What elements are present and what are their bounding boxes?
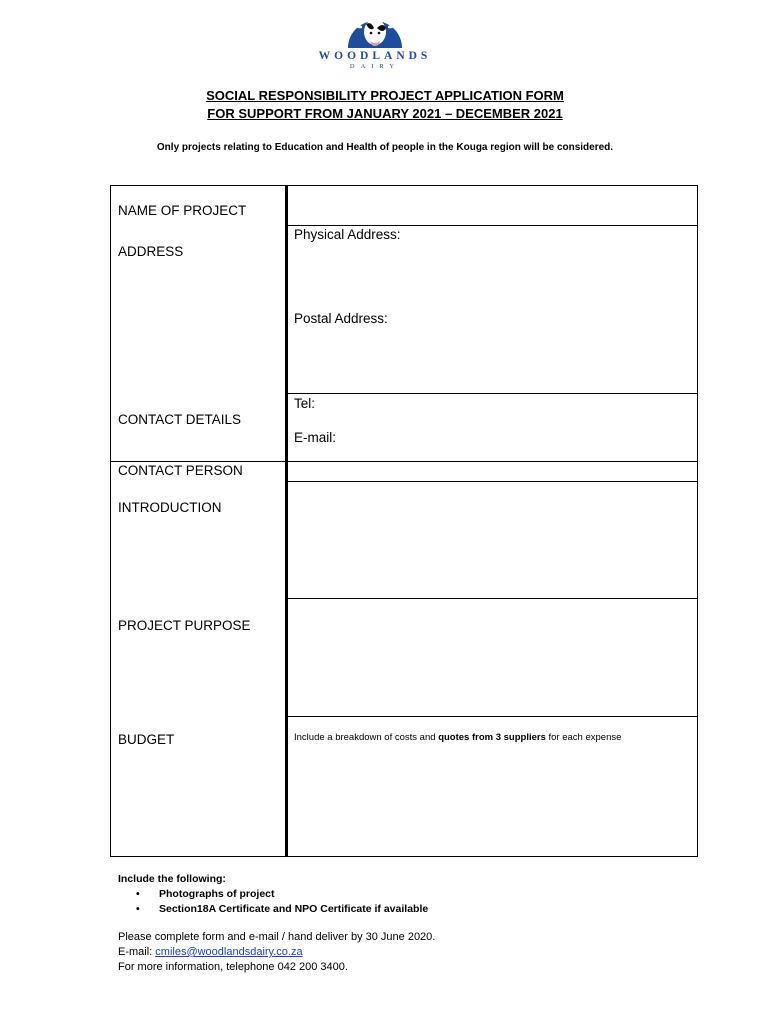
project-purpose-label: PROJECT PURPOSE	[118, 618, 251, 633]
tel-field[interactable]: Tel:	[294, 396, 316, 411]
submission-instructions	[118, 930, 435, 975]
include-item: • Photographs of project	[118, 887, 428, 902]
row-divider	[288, 393, 698, 394]
project-purpose-field[interactable]	[294, 603, 694, 713]
postal-address-field[interactable]: Postal Address:	[294, 311, 388, 326]
include-heading: Include the following:	[118, 873, 226, 885]
cow-logo-icon	[344, 12, 406, 48]
budget-note-text-end: for each expense	[545, 732, 622, 743]
address-label: ADDRESS	[118, 244, 184, 259]
introduction-label: INTRODUCTION	[118, 500, 222, 515]
project-name-field[interactable]	[294, 192, 694, 222]
contact-person-label: CONTACT PERSON	[118, 463, 243, 478]
contact-details-label: CONTACT DETAILS	[118, 412, 242, 427]
row-divider	[288, 225, 698, 226]
project-name-label: NAME OF PROJECT	[118, 203, 247, 218]
form-title-line2: FOR SUPPORT FROM JANUARY 2021 – DECEMBER 2021	[207, 106, 563, 121]
introduction-field[interactable]	[294, 485, 694, 595]
row-divider	[288, 598, 698, 599]
row-divider	[288, 481, 698, 482]
email-prefix: E-mail:	[118, 946, 156, 958]
deadline-text: Please complete form and e-mail / hand deliver by 30 June 2020.	[118, 931, 436, 943]
eligibility-notice: Only projects relating to Education and Health of people in the Kouga region will be considered.	[156, 142, 614, 153]
include-item: • Section18A Certificate and NPO Certificate if available	[118, 902, 428, 917]
include-section	[118, 872, 428, 917]
contact-person-field[interactable]	[294, 463, 694, 479]
brand-name: WOODLANDS	[318, 50, 432, 62]
telephone-text: For more information, telephone 042 200 3400.	[118, 961, 348, 973]
row-divider	[110, 461, 698, 462]
woodlands-logo	[310, 12, 440, 78]
email-link[interactable]: cmiles@woodlandsdairy.co.za	[155, 946, 303, 958]
brand-subtitle: DAIRY	[349, 63, 401, 70]
application-form-table	[110, 185, 698, 857]
column-divider	[285, 185, 288, 857]
email-line	[118, 945, 435, 960]
row-divider	[288, 716, 698, 717]
include-list	[118, 887, 428, 917]
form-title-line1: SOCIAL RESPONSIBILITY PROJECT APPLICATION FORM	[206, 88, 564, 103]
budget-note-emphasis: quotes from 3 suppliers	[438, 732, 546, 743]
email-field[interactable]: E-mail:	[294, 430, 337, 445]
budget-note-text: Include a breakdown of costs and	[294, 732, 439, 743]
physical-address-field[interactable]: Physical Address:	[294, 227, 401, 242]
budget-note[interactable]	[294, 732, 621, 743]
budget-label: BUDGET	[118, 732, 175, 747]
